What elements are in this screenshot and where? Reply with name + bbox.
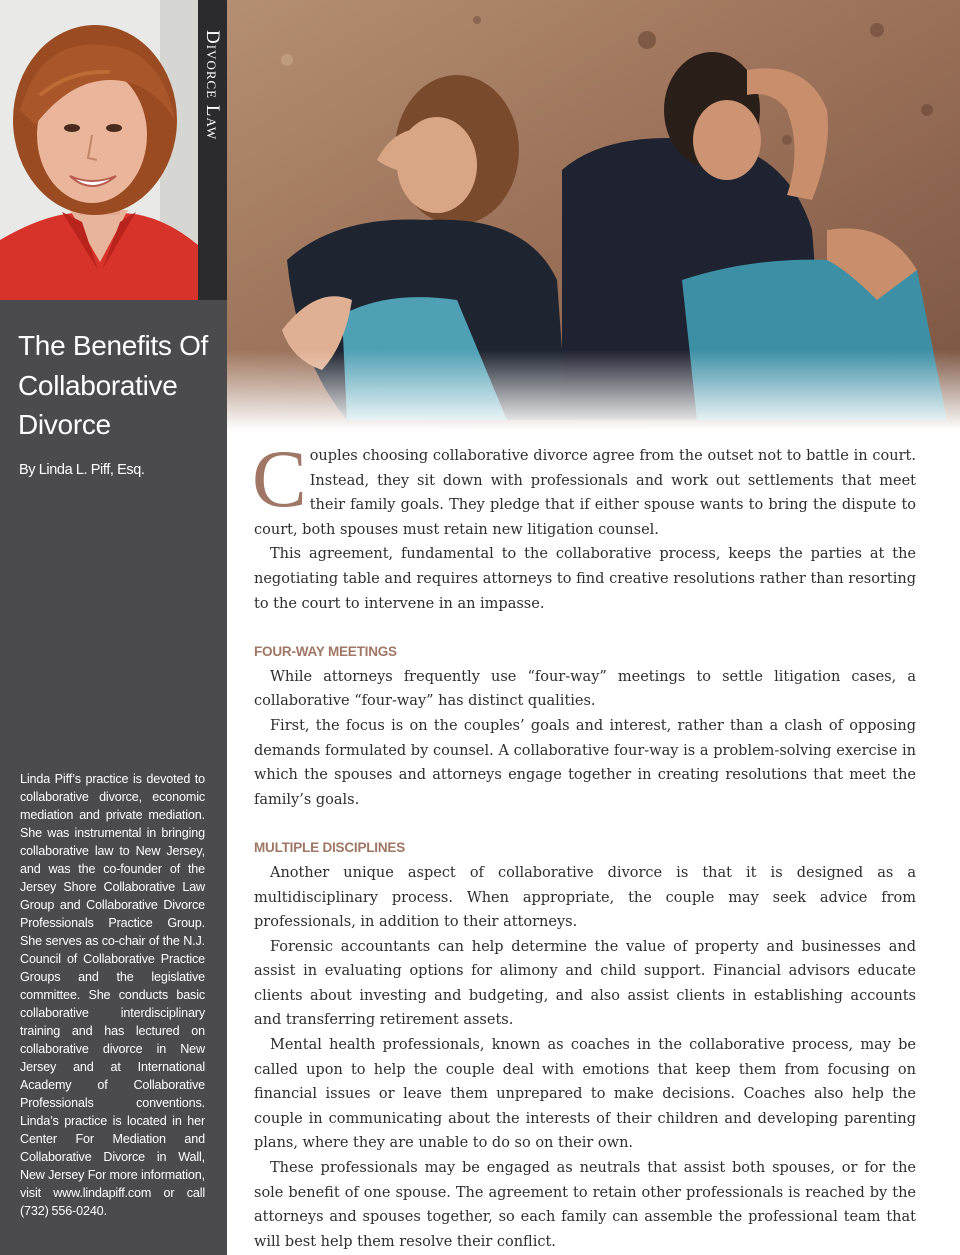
paragraph: While attorneys frequently use “four-way” meetings to settle litigation cases, a collaborative “four-way” has distinct qualities. [254, 668, 916, 710]
author-photo [0, 0, 198, 300]
paragraph: Mental health professionals, known as coaches in the collaborative process, may be called upon to help the couple deal with emotions that keep them from focusing on financial issues or leave them unprepared to make decisions. Coaches also help the couple in communicating about the interests of their children and developing parenting plans, where they are unable to do so on their own. [254, 1037, 916, 1152]
section-tab-label: Divorce Law [202, 30, 223, 141]
drop-cap: C [252, 433, 307, 524]
article-title: The Benefits Of Collaborative Divorce [18, 330, 209, 440]
hero-photo [227, 0, 960, 430]
paragraph: Another unique aspect of collaborative divorce is that it is designed as a multidisciplinary process. When appropriate, the couple may seek advice from professionals, in addition to their attorneys. [254, 864, 916, 931]
section-heading-four-way-meetings: FOUR-WAY MEETINGS [254, 644, 397, 660]
intro-paragraph [252, 433, 916, 542]
paragraph: Forensic accountants can help determine the value of property and businesses and assist in evaluating options for alimony and child support. Financial advisors educate clients about investing and budgeting, and also assist clients in establishing accounts and transferring retirement assets. [254, 938, 916, 1029]
byline: By Linda L. Piff, Esq. [19, 462, 145, 478]
section-heading-multiple-disciplines: MULTIPLE DISCIPLINES [254, 840, 406, 856]
author-bio: Linda Piff’s practice is devoted to collaborative divorce, economic mediation and private mediation. She was instrumental in bringing collaborative law to New Jersey, and was the co-founder of the Jersey Shore Collaborative Law Group and Collaborative Divorce Professionals Practice Group. She serves as co-chair of the N.J. Council of Collaborative Practice Groups and the legislative committee. She conducts basic collaborative interdisciplinary training and has lectured on collaborative divorce in New Jersey and at International Academy of Collaborative Professionals conventions. Linda’s practice is located in her Center For Mediation and Collaborative Divorce in Wall, New Jersey For more information, visit www.lindapiff.com or call (732) 556-0240. [20, 772, 205, 1218]
intro-paragraph-text: ouples choosing collaborative divorce agree from the outset not to battle in court. Instead, they sit down with professionals and work out settlements that meet their family goals. They pledge that if either spouse wants to bring the dispute to court, both spouses must retain new litigation counsel. [254, 448, 916, 538]
article-body [252, 433, 916, 1254]
paragraph: This agreement, fundamental to the collaborative process, keeps the parties at the negotiating table and requires attorneys to find creative resolutions rather than resorting to the court to intervene in an impasse. [254, 546, 916, 612]
paragraph: These professionals may be engaged as neutrals that assist both spouses, or for the sole benefit of one spouse. The agreement to retain other professionals is reached by the attorneys and spouses together, so each family can assemble the professional team that will best help them resolve their conflict. [254, 1160, 916, 1250]
paragraph: First, the focus is on the couples’ goals and interest, rather than a clash of opposing demands formulated by counsel. A collaborative four-way is a problem-solving exercise in which the spouses and attorneys engage together in creating resolutions that meet the family’s goals. [254, 717, 916, 808]
